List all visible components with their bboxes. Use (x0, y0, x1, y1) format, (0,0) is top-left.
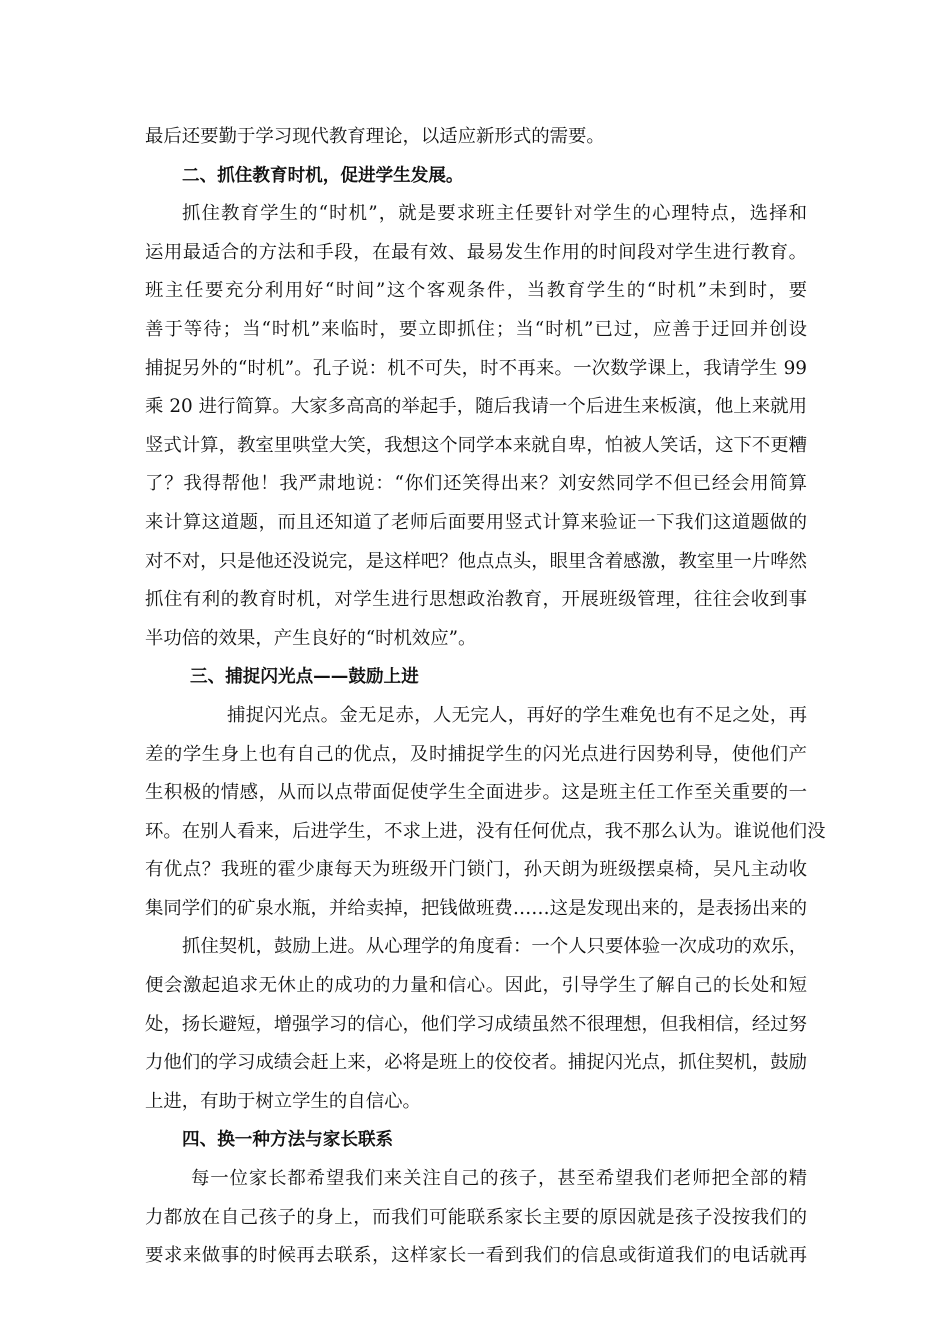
text-line: 运用最适合的方法和手段，在最有效、最易发生作用的时间段对学生进行教育。 (145, 241, 807, 263)
text-line: 半功倍的效果，产生良好的“时机效应”。 (145, 627, 477, 649)
text-line: 力他们的学习成绩会赶上来，必将是班上的佼佼者。捕捉闪光点，抓住契机，鼓励 (145, 1052, 808, 1074)
text-line: 要求来做事的时候再去联系，这样家长一看到我们的信息或街道我们的电话就再 (145, 1245, 807, 1267)
text-line: 便会激起追求无休止的成功的力量和信心。因此，引导学生了解自己的长处和短 (145, 975, 807, 997)
text-line: 每一位家长都希望我们来关注自己的孩子，甚至希望我们老师把全部的精 (191, 1168, 807, 1190)
text-line: 乘 20 进行简算。大家多高高的举起手，随后我请一个后进生来板演，他上来就用 (145, 396, 807, 418)
text-line: 捕捉另外的“时机”。孔子说：机不可失，时不再来。一次数学课上，我请学生 99 (145, 357, 807, 379)
text-line: 对不对，只是他还没说完，是这样吧？他点点头，眼里含着感激，教室里一片哗然 (145, 550, 808, 572)
text-line: 上进，有助于树立学生的自信心。 (145, 1090, 421, 1112)
text-line: 班主任要充分利用好“时间”这个客观条件，当教育学生的“时机”未到时，要 (145, 280, 807, 302)
text-line: 生积极的情感，从而以点带面促使学生全面进步。这是班主任工作至关重要的一 (145, 782, 807, 804)
text-line: 抓住教育学生的“时机”，就是要求班主任要针对学生的心理特点，选择和 (182, 203, 807, 225)
text-line: 力都放在自己孩子的身上，而我们可能联系家长主要的原因就是孩子没按我们的 (145, 1206, 807, 1228)
section-heading: 二、抓住教育时机，促进学生发展。 (182, 165, 464, 186)
text-line: 集同学们的矿泉水瓶，并给卖掉，把钱做班费……这是发现出来的，是表扬出来的 (145, 897, 808, 919)
text-line: 抓住契机，鼓励上进。从心理学的角度看：一个人只要体验一次成功的欢乐， (182, 936, 808, 958)
section-heading: 四、换一种方法与家长联系 (182, 1130, 394, 1151)
text-line: 环。在别人看来，后进学生，不求上进，没有任何优点，我不那么认为。谁说他们没 (145, 820, 826, 842)
text-line: 来计算这道题，而且还知道了老师后面要用竖式计算来验证一下我们这道题做的 (145, 511, 807, 533)
document-page (145, 118, 826, 1276)
text-line: 抓住有利的教育时机，对学生进行思想政治教育，开展班级管理，往往会收到事 (145, 589, 807, 611)
text-line: 了？我得帮他！我严肃地说：“你们还笑得出来？刘安然同学不但已经会用简算 (145, 473, 807, 495)
text-line: 处，扬长避短，增强学习的信心，他们学习成绩虽然不很理想，但我相信，经过努 (145, 1013, 808, 1035)
text-line: 最后还要勤于学习现代教育理论，以适应新形式的需要。 (145, 126, 605, 147)
text-line: 竖式计算，教室里哄堂大笑，我想这个同学本来就自卑，怕被人笑话，这下不更糟 (145, 434, 808, 456)
text-line: 有优点？我班的霍少康每天为班级开门锁门，孙天朗为班级摆桌椅，吴凡主动收 (145, 859, 807, 881)
text-line: 差的学生身上也有自己的优点，及时捕捉学生的闪光点进行因势利导，使他们产 (145, 743, 807, 765)
text-line: 捕捉闪光点。金无足赤，人无完人，再好的学生难免也有不足之处，再 (227, 704, 807, 726)
text-line: 善于等待；当“时机”来临时，要立即抓住；当“时机”已过，应善于迂回并创设 (145, 318, 807, 340)
section-heading: 三、捕捉闪光点——鼓励上进 (190, 667, 419, 688)
